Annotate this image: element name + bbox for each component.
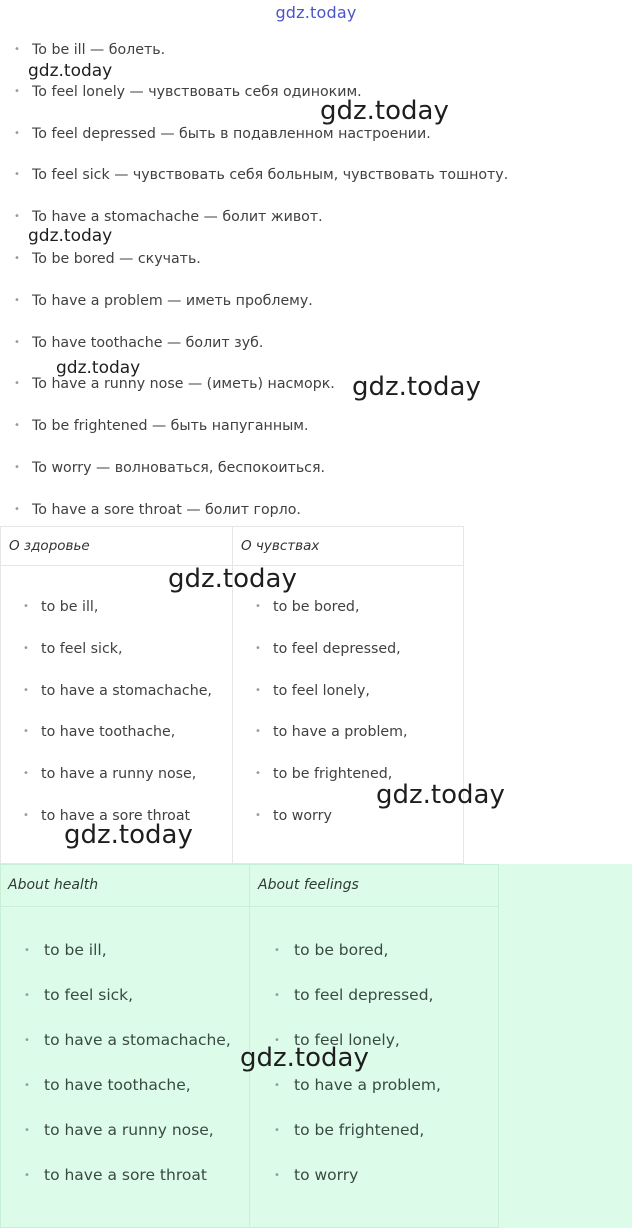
list-item xyxy=(274,1073,441,1118)
bullet-icon: • xyxy=(14,461,20,473)
list-item xyxy=(255,721,408,763)
bullet-icon: • xyxy=(14,378,20,390)
list-item-text: to have a stomachache, xyxy=(44,1031,231,1049)
table-divider xyxy=(0,906,499,907)
about-feelings-list xyxy=(274,938,441,1208)
list-item xyxy=(255,680,408,722)
watermark: gdz.today xyxy=(168,564,297,594)
bullet-icon: • xyxy=(24,945,30,956)
list-item xyxy=(255,805,408,847)
bullet-icon: • xyxy=(274,990,280,1001)
column-header-feelings: О чувствах xyxy=(241,538,320,554)
list-item-text: to be ill, xyxy=(41,599,99,615)
watermark: gdz.today xyxy=(64,820,193,850)
list-item xyxy=(255,638,408,680)
list-item xyxy=(24,1073,231,1118)
health-list xyxy=(23,596,212,847)
list-item xyxy=(24,1163,231,1208)
list-item-text: to have a sore throat xyxy=(44,1166,207,1184)
vocab-text: To have a problem — иметь проблему. xyxy=(32,292,313,309)
list-item xyxy=(24,1028,231,1073)
bullet-icon: • xyxy=(14,85,20,97)
bullet-icon: • xyxy=(14,294,20,306)
list-item-text: to have a runny nose, xyxy=(41,766,197,783)
list-item xyxy=(23,763,212,805)
bullet-icon: • xyxy=(255,768,261,780)
column-header-health: О здоровье xyxy=(9,538,90,554)
bullet-icon: • xyxy=(23,809,29,821)
vocab-text: To feel lonely — чувствовать себя одиноким. xyxy=(32,83,362,100)
bullet-icon: • xyxy=(23,768,29,780)
list-item-text: to feel sick, xyxy=(41,640,123,657)
bullet-icon: • xyxy=(14,503,20,515)
list-item-text: to have a problem, xyxy=(294,1076,441,1094)
list-item xyxy=(23,596,212,638)
watermark: gdz.today xyxy=(28,61,113,81)
bullet-icon: • xyxy=(24,1170,30,1181)
list-item-text: to feel depressed, xyxy=(273,640,401,657)
column-header-about-health: About health xyxy=(8,877,99,893)
bullet-icon: • xyxy=(255,809,261,821)
bullet-icon: • xyxy=(23,642,29,654)
bullet-icon: • xyxy=(14,127,20,139)
list-item xyxy=(24,938,231,983)
list-item xyxy=(23,638,212,680)
list-item xyxy=(23,721,212,763)
list-item xyxy=(14,123,508,165)
list-item-text: to worry xyxy=(273,807,332,824)
vocab-text: To worry — волноваться, беспокоиться. xyxy=(32,459,326,476)
column-header-about-feelings: About feelings xyxy=(258,877,359,893)
list-item xyxy=(255,596,408,638)
list-item xyxy=(14,457,508,499)
list-item-text: to have a stomachache, xyxy=(41,682,212,699)
watermark: gdz.today xyxy=(56,358,141,378)
vocab-text: To be ill — болеть. xyxy=(32,42,166,58)
list-item-text: to feel lonely, xyxy=(294,1031,400,1049)
bullet-icon: • xyxy=(255,642,261,654)
vocab-text: To feel sick — чувствовать себя больным, чувствовать тошноту. xyxy=(32,167,509,184)
list-item-text: to feel depressed, xyxy=(294,986,434,1004)
bullet-icon: • xyxy=(14,44,20,55)
bullet-icon: • xyxy=(274,1035,280,1046)
list-item xyxy=(14,248,508,290)
watermark: gdz.today xyxy=(320,96,449,126)
list-item-text: to feel lonely, xyxy=(273,682,370,699)
bullet-icon: • xyxy=(14,336,20,348)
bullet-icon: • xyxy=(14,169,20,181)
watermark: gdz.today xyxy=(28,226,113,246)
bullet-icon: • xyxy=(24,1080,30,1091)
vocab-text: To have toothache — болит зуб. xyxy=(32,334,264,351)
bullet-icon: • xyxy=(14,420,20,432)
list-item-text: to be ill, xyxy=(44,941,107,959)
vocab-text: To be bored — скучать. xyxy=(32,250,201,267)
watermark: gdz.today xyxy=(376,780,505,810)
vocab-text: To feel depressed — быть в подавленном настроении. xyxy=(32,125,431,142)
bullet-icon: • xyxy=(23,601,29,612)
bullet-icon: • xyxy=(14,211,20,223)
vocab-text: To have a sore throat — болит горло. xyxy=(32,501,301,518)
bullet-icon: • xyxy=(274,1080,280,1091)
list-item-text: to have toothache, xyxy=(41,724,176,741)
list-item-text: to be frightened, xyxy=(273,766,393,783)
bullet-icon: • xyxy=(274,1170,280,1181)
bullet-icon: • xyxy=(24,1035,30,1046)
list-item-text: to be bored, xyxy=(294,941,389,959)
list-item xyxy=(24,983,231,1028)
vocab-text: To have a stomachache — болит живот. xyxy=(32,209,323,226)
bullet-icon: • xyxy=(255,726,261,738)
watermark: gdz.today xyxy=(352,372,481,402)
bullet-icon: • xyxy=(274,945,280,956)
bullet-icon: • xyxy=(23,684,29,696)
list-item xyxy=(274,938,441,983)
site-logo[interactable]: gdz.today xyxy=(275,3,357,22)
list-item-text: to feel sick, xyxy=(44,986,134,1004)
list-item-text: to have a sore throat xyxy=(41,807,191,824)
list-item-text: to worry xyxy=(294,1166,359,1184)
list-item-text: to have a runny nose, xyxy=(44,1121,214,1139)
list-item-text: to be bored, xyxy=(273,599,360,615)
bullet-icon: • xyxy=(255,601,261,612)
list-item xyxy=(274,983,441,1028)
list-item xyxy=(274,1163,441,1208)
list-item xyxy=(14,415,508,457)
bullet-icon: • xyxy=(24,990,30,1001)
vocab-text: To have a runny nose — (иметь) насморк. xyxy=(32,376,335,393)
bullet-icon: • xyxy=(24,1125,30,1136)
bullet-icon: • xyxy=(274,1125,280,1136)
bullet-icon: • xyxy=(255,684,261,696)
vocab-text: To be frightened — быть напуганным. xyxy=(32,418,309,435)
bullet-icon: • xyxy=(14,252,20,264)
watermark: gdz.today xyxy=(240,1043,369,1073)
list-item-text: to have toothache, xyxy=(44,1076,191,1094)
list-item-text: to have a problem, xyxy=(273,724,408,741)
list-item-text: to be frightened, xyxy=(294,1121,425,1139)
about-health-list xyxy=(24,938,231,1208)
list-item xyxy=(24,1118,231,1163)
bullet-icon: • xyxy=(23,726,29,738)
list-item xyxy=(14,290,508,332)
list-item xyxy=(274,1118,441,1163)
list-item xyxy=(14,164,508,206)
list-item xyxy=(23,680,212,722)
